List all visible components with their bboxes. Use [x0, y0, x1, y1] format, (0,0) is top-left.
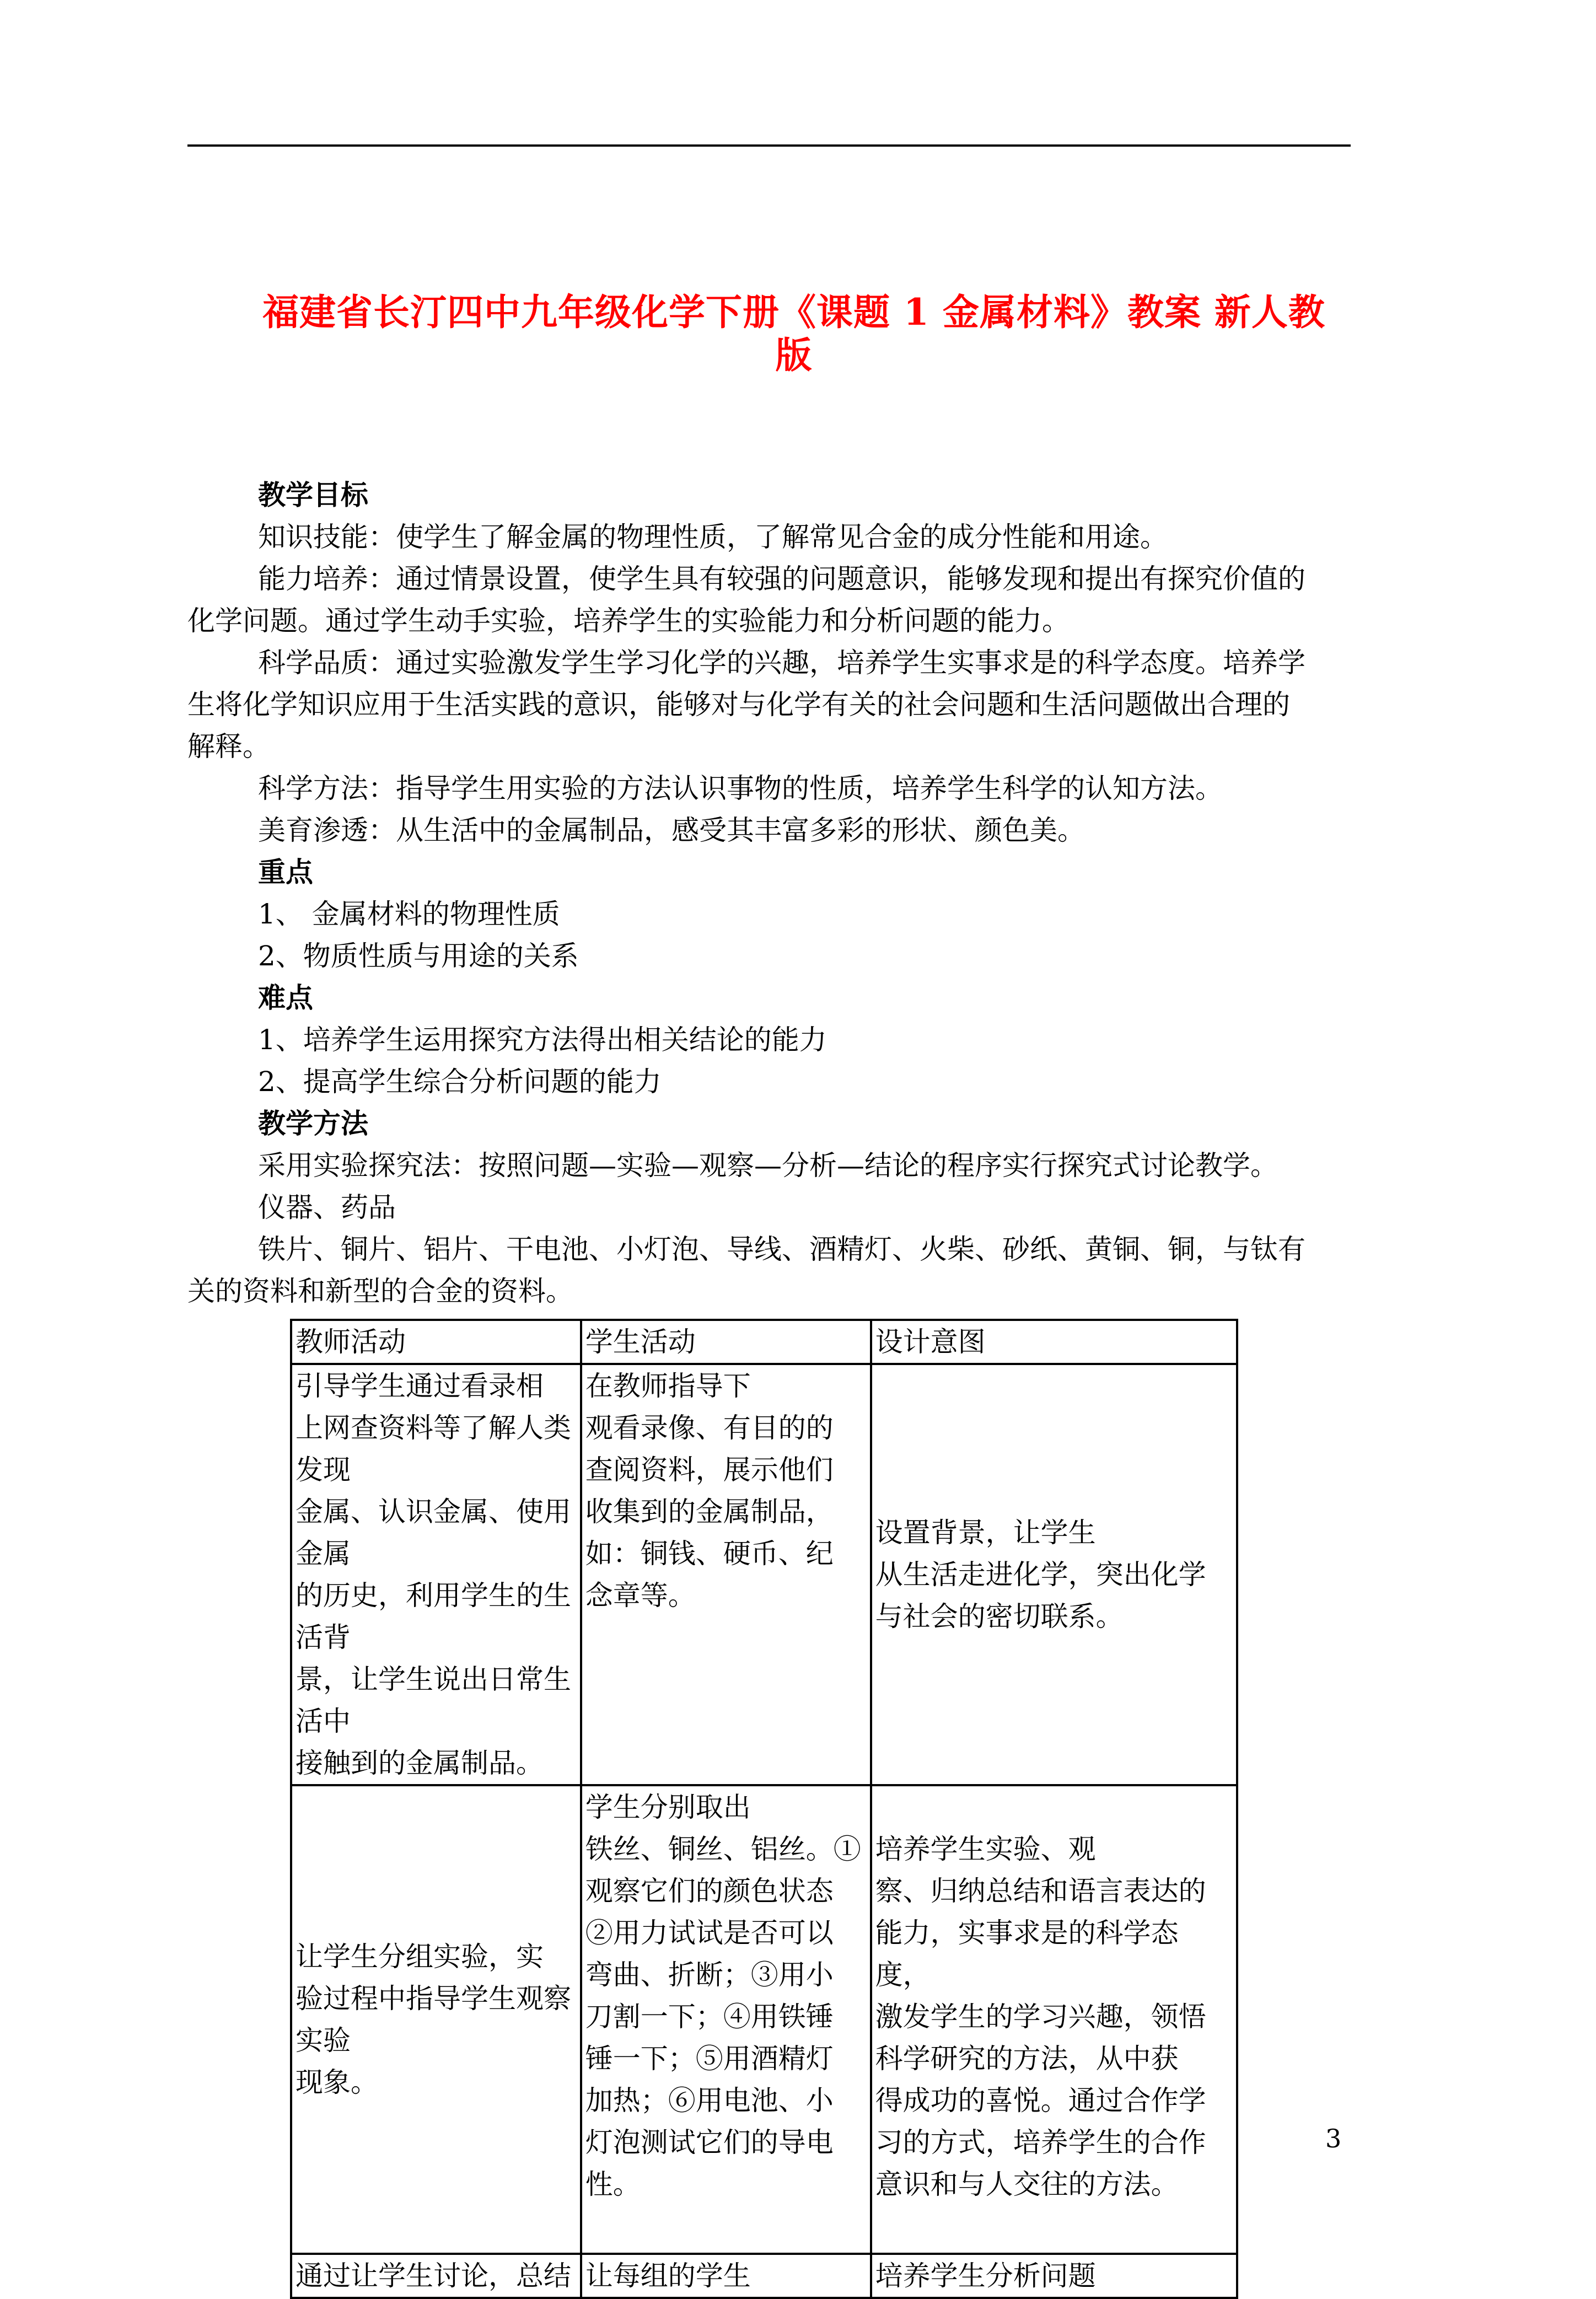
- header-rule: [187, 144, 1351, 147]
- cell-line: 如：铜钱、硬币、纪: [585, 1538, 834, 1570]
- student-activity-cell: [581, 2254, 871, 2298]
- goal-method: 科学方法：指导学生用实验的方法认识事物的性质，培养学生科学的认知方法。: [258, 772, 1223, 804]
- cell-line: 意识和与人交往的方法。: [875, 2168, 1179, 2200]
- goal-aesthetic: 美育渗透：从生活中的金属制品，感受其丰富多彩的形状、颜色美。: [258, 814, 1085, 846]
- cell-line: 引导学生通过看录相: [295, 1370, 544, 1402]
- table-header-teacher: 教师活动: [291, 1320, 581, 1364]
- cell-line: 培养学生分析问题: [875, 2260, 1096, 2292]
- cell-line: 弯曲、折断；③用小: [585, 1959, 834, 1991]
- cell-line: 观察它们的颜色状态: [585, 1875, 834, 1907]
- key-item-2: 2、物质性质与用途的关系: [258, 940, 579, 972]
- table-header-student: 学生活动: [581, 1320, 871, 1364]
- equipment-line1: 铁片、铜片、铝片、干电池、小灯泡、导线、酒精灯、火柴、砂纸、黄铜、铜，与钛有: [258, 1233, 1305, 1265]
- cell-line: 景，让学生说出日常生活中: [295, 1663, 571, 1737]
- teacher-activity-cell: [291, 2254, 581, 2298]
- cell-line: 察、归纳总结和语言表达的: [875, 1875, 1206, 1907]
- student-activity-cell: [581, 1364, 871, 1785]
- design-intent-cell: [871, 1364, 1237, 1785]
- goal-quality-line3: 解释。: [187, 730, 270, 762]
- student-activity-cell: [581, 1785, 871, 2254]
- cell-line: 学生分别取出: [585, 1791, 751, 1823]
- cell-line: 收集到的金属制品，: [585, 1496, 834, 1528]
- goals-heading: 教学目标: [258, 479, 368, 511]
- cell-line: 现象。: [295, 2066, 378, 2098]
- equipment-heading: 仪器、药品: [258, 1191, 396, 1223]
- table-header-intent: 设计意图: [871, 1320, 1237, 1364]
- difficult-heading: 难点: [258, 981, 313, 1014]
- teacher-activity-cell: [291, 1364, 581, 1785]
- goal-knowledge: 知识技能：使学生了解金属的物理性质，了解常见合金的成分性能和用途。: [258, 521, 1168, 553]
- cell-line: 加热；⑥用电池、小: [585, 2085, 834, 2117]
- cell-line: 激发学生的学习兴趣，领悟: [875, 2001, 1206, 2033]
- document-title-line1: 福建省长汀四中九年级化学下册《课题 1 金属材料》教案 新人教: [262, 291, 1325, 334]
- cell-line: 科学研究的方法，从中获: [875, 2043, 1179, 2075]
- cell-line: 金属、认识金属、使用金属: [295, 1496, 571, 1570]
- cell-line: 习的方式，培养学生的合作: [875, 2126, 1206, 2158]
- activity-table: [290, 1319, 1238, 2299]
- document-title-line2: 版: [775, 334, 813, 377]
- table-row: [291, 1785, 1237, 2254]
- cell-line: 设置背景，让学生: [875, 1517, 1096, 1549]
- page-number: 3: [1325, 2124, 1342, 2153]
- cell-line: 与社会的密切联系。: [875, 1600, 1124, 1632]
- cell-line: 念章等。: [585, 1580, 696, 1612]
- key-heading: 重点: [258, 856, 313, 888]
- equipment-line2: 关的资料和新型的合金的资料。: [187, 1275, 573, 1307]
- cell-line: 接触到的金属制品。: [295, 1747, 544, 1779]
- cell-line: 得成功的喜悦。通过合作学: [875, 2085, 1206, 2117]
- cell-line: ②用力试试是否可以: [585, 1917, 834, 1949]
- method-text: 采用实验探究法：按照问题—实验—观察—分析—结论的程序实行探究式讨论教学。: [258, 1150, 1278, 1181]
- goal-ability-line2: 化学问题。通过学生动手实验，培养学生的实验能力和分析问题的能力。: [187, 605, 1070, 637]
- table-row: [291, 1364, 1237, 1785]
- design-intent-cell: [871, 2254, 1237, 2298]
- method-heading: 教学方法: [258, 1107, 368, 1140]
- cell-line: 锤一下；⑤用酒精灯: [585, 2043, 834, 2075]
- cell-line: 在教师指导下: [585, 1370, 751, 1402]
- teacher-activity-cell: [291, 1785, 581, 2254]
- table-row: [291, 2254, 1237, 2298]
- table-header-row: [291, 1320, 1237, 1364]
- cell-line: 性。: [585, 2168, 641, 2200]
- cell-line: 能力，实事求是的科学态度，: [875, 1917, 1179, 1991]
- difficult-item-2: 2、提高学生综合分析问题的能力: [258, 1066, 662, 1098]
- key-item-1: 1、 金属材料的物理性质: [258, 898, 560, 930]
- cell-line: 培养学生实验、观: [875, 1833, 1096, 1865]
- design-intent-cell: [871, 1785, 1237, 2254]
- cell-line: 上网查资料等了解人类发现: [295, 1412, 571, 1486]
- cell-line: 的历史，利用学生的生活背: [295, 1580, 571, 1653]
- difficult-item-1: 1、培养学生运用探究方法得出相关结论的能力: [258, 1024, 827, 1056]
- cell-line: 让每组的学生: [585, 2260, 751, 2292]
- cell-line: 刀割一下；④用铁锤: [585, 2001, 834, 2033]
- cell-line: 验过程中指导学生观察实验: [295, 1983, 571, 2056]
- cell-line: 查阅资料，展示他们: [585, 1454, 834, 1486]
- cell-line: 铁丝、铜丝、铝丝。①: [585, 1833, 861, 1865]
- goal-quality-line2: 生将化学知识应用于生活实践的意识，能够对与化学有关的社会问题和生活问题做出合理的: [187, 689, 1290, 721]
- cell-line: 灯泡测试它们的导电: [585, 2126, 834, 2158]
- cell-line: 观看录像、有目的的: [585, 1412, 834, 1444]
- cell-line: 通过让学生讨论，总结: [295, 2260, 571, 2292]
- goal-ability-line1: 能力培养：通过情景设置，使学生具有较强的问题意识，能够发现和提出有探究价值的: [258, 563, 1305, 595]
- cell-line: 从生活走进化学，突出化学: [875, 1559, 1206, 1591]
- cell-line: 让学生分组实验，实: [295, 1941, 544, 1973]
- goal-quality-line1: 科学品质：通过实验激发学生学习化学的兴趣，培养学生实事求是的科学态度。培养学: [258, 647, 1305, 679]
